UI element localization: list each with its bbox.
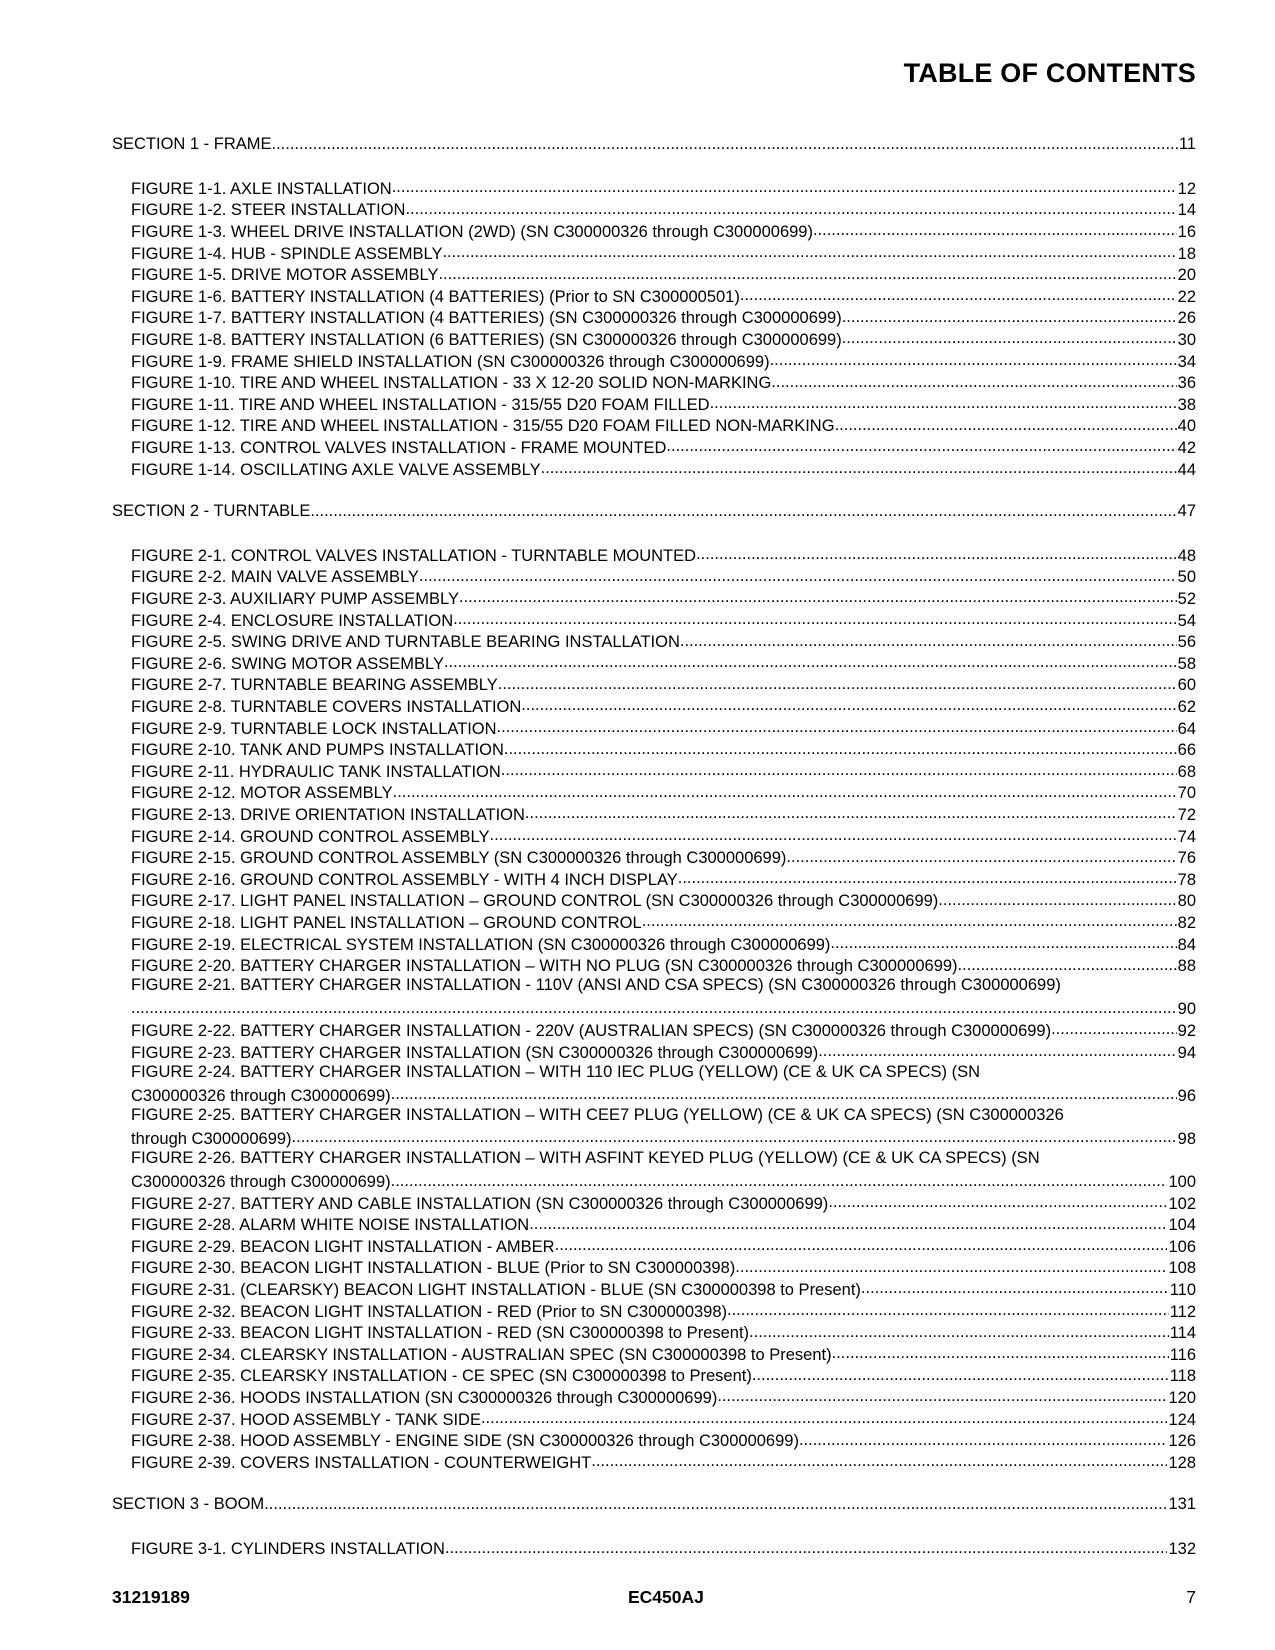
figure-title: FIGURE 2-38. HOOD ASSEMBLY - ENGINE SIDE (SN C300000326 through C300000699) [131,1432,799,1451]
page-title: TABLE OF CONTENTS [903,58,1196,88]
figure-page-number: 132 [1168,1540,1196,1559]
figure-page-number: 98 [1177,1129,1196,1148]
toc-figure-entry[interactable] [112,436,1196,458]
figure-page-number: 14 [1177,201,1196,220]
toc-figure-entry[interactable] [112,307,1196,329]
toc-section-entry[interactable] [112,134,1196,156]
figure-title: FIGURE 2-37. HOOD ASSEMBLY - TANK SIDE [131,1410,481,1429]
figure-title: FIGURE 1-3. WHEEL DRIVE INSTALLATION (2WD) (SN C300000326 through C300000699) [131,222,813,241]
dot-leader [835,415,1177,437]
dot-leader [498,674,1177,696]
dot-leader [735,1257,1167,1279]
toc-figure-entry[interactable] [112,1063,1196,1106]
figure-title: FIGURE 2-35. CLEARSKY INSTALLATION - CE SPEC (SN C300000398 to Present) [131,1367,752,1386]
dot-leader [818,1041,1176,1063]
figure-title: FIGURE 1-1. AXLE INSTALLATION [131,179,392,198]
dot-leader [264,1494,1167,1516]
dot-leader [490,825,1177,847]
toc-figure-entry[interactable] [112,933,1196,955]
figure-title-line: FIGURE 2-24. BATTERY CHARGER INSTALLATION – WITH 110 IEC PLUG (YELLOW) (CE & UK CA SPECS) (SN [131,1062,981,1081]
figure-title: FIGURE 2-2. MAIN VALVE ASSEMBLY [131,568,419,587]
toc-figure-entry[interactable] [112,1278,1196,1300]
dot-leader [727,1300,1169,1322]
dot-leader [541,458,1177,480]
figure-title: FIGURE 2-12. MOTOR ASSEMBLY [131,784,393,803]
toc-figure-entry[interactable] [112,372,1196,394]
figure-title: FIGURE 3-1. CYLINDERS INSTALLATION [131,1540,445,1559]
toc-figure-entry[interactable] [112,242,1196,264]
toc-figure-entry[interactable] [112,1538,1196,1560]
toc-figure-entry[interactable] [112,955,1196,977]
toc-figure-entry[interactable] [112,847,1196,869]
dot-leader [525,803,1177,825]
toc-figure-entry[interactable] [112,458,1196,480]
dot-leader [529,1214,1167,1236]
toc-figure-entry[interactable] [112,695,1196,717]
figure-page-number: 60 [1177,676,1196,695]
figure-page-number: 62 [1177,698,1196,717]
figure-page-number: 94 [1177,1043,1196,1062]
figure-title: FIGURE 2-39. COVERS INSTALLATION - COUNTERWEIGHT [131,1453,592,1472]
toc-figure-entry[interactable] [112,1214,1196,1236]
toc-figure-entry[interactable] [112,803,1196,825]
dot-leader [828,1192,1167,1214]
dot-leader [666,436,1176,458]
dot-leader [438,264,1176,286]
figure-title: FIGURE 1-6. BATTERY INSTALLATION (4 BATTERIES) (Prior to SN C300000501) [131,287,740,306]
figure-page-number: 76 [1177,849,1196,868]
toc-figure-entry[interactable] [112,1322,1196,1344]
figure-title: FIGURE 1-10. TIRE AND WHEEL INSTALLATION - 33 X 12-20 SOLID NON-MARKING [131,374,772,393]
toc-figure-entry[interactable] [112,350,1196,372]
toc-figure-entry[interactable] [112,1192,1196,1214]
figure-page-number: 78 [1177,870,1196,889]
toc-figure-entry[interactable] [112,1408,1196,1430]
dot-leader [680,631,1177,653]
figure-title: FIGURE 1-12. TIRE AND WHEEL INSTALLATION - 315/55 D20 FOAM FILLED NON-MARKING [131,417,835,436]
figure-page-number: 26 [1177,309,1196,328]
figure-title: FIGURE 1-9. FRAME SHIELD INSTALLATION (SN C300000326 through C300000699) [131,352,770,371]
figure-page-number: 84 [1177,935,1196,954]
figure-page-number: 74 [1177,827,1196,846]
figure-page-number: 58 [1177,654,1196,673]
figure-title-continuation [131,1127,1196,1149]
figure-title: FIGURE 1-7. BATTERY INSTALLATION (4 BATTERIES) (SN C300000326 through C300000699) [131,309,842,328]
figure-title: FIGURE 1-5. DRIVE MOTOR ASSEMBLY [131,266,439,285]
figure-page-number: 68 [1177,762,1196,781]
toc-figure-entry[interactable] [112,652,1196,674]
toc-figure-entry[interactable] [112,1257,1196,1279]
toc-figure-entry[interactable] [112,1106,1196,1149]
toc-figure-entry[interactable] [112,1430,1196,1452]
page-number: 7 [1186,1587,1196,1607]
toc-section-entry[interactable] [112,1494,1196,1516]
figure-page-number: 16 [1177,222,1196,241]
dot-leader [752,1365,1169,1387]
figure-title: FIGURE 2-8. TURNTABLE COVERS INSTALLATION [131,698,522,717]
toc-figure-entry[interactable] [112,739,1196,761]
figure-title: FIGURE 2-29. BEACON LIGHT INSTALLATION - AMBER [131,1237,555,1256]
figure-title: FIGURE 2-16. GROUND CONTROL ASSEMBLY - WITH 4 INCH DISPLAY [131,870,678,889]
figure-page-number: 118 [1169,1367,1196,1386]
figure-page-number: 20 [1177,266,1196,285]
toc-figure-entry[interactable] [112,328,1196,350]
figure-title: FIGURE 1-8. BATTERY INSTALLATION (6 BATTERIES) (SN C300000326 through C300000699) [131,330,842,349]
dot-leader [832,1343,1169,1365]
figure-page-number: 90 [1177,1000,1196,1019]
figure-page-number: 116 [1169,1345,1196,1364]
figure-page-number: 22 [1177,287,1196,306]
figure-page-number: 110 [1169,1281,1196,1300]
figure-page-number: 54 [1177,611,1196,630]
toc-figure-entry[interactable] [112,1386,1196,1408]
dot-leader [310,501,1176,523]
toc-figure-entry[interactable] [112,1451,1196,1473]
toc-figure-entry[interactable] [112,674,1196,696]
dot-leader [292,1127,1177,1149]
figure-title: FIGURE 2-15. GROUND CONTROL ASSEMBLY (SN C300000326 through C300000699) [131,849,787,868]
dot-leader [958,955,1177,977]
toc-figure-entry[interactable] [112,1343,1196,1365]
section-page-number: 131 [1168,1495,1196,1514]
figure-title-continuation [131,1171,1196,1193]
dot-leader [272,134,1178,156]
figure-page-number: 106 [1168,1237,1196,1256]
dot-leader [521,695,1176,717]
toc-figure-entry[interactable] [112,285,1196,307]
figure-title: FIGURE 2-13. DRIVE ORIENTATION INSTALLATION [131,806,525,824]
toc-figure-entry[interactable] [112,1019,1196,1041]
document-number: 31219189 [112,1587,190,1607]
figure-page-number: 82 [1177,913,1196,932]
toc-figure-entry[interactable] [112,1300,1196,1322]
dot-leader [861,1278,1169,1300]
figure-page-number: 114 [1169,1324,1196,1343]
dot-leader [419,566,1177,588]
dot-leader [504,739,1177,761]
toc-figure-entry[interactable] [112,566,1196,588]
dot-leader [459,587,1177,609]
section-page-number: 47 [1177,502,1196,521]
dot-leader [710,393,1177,415]
dot-leader [799,1430,1168,1452]
dot-leader [391,1084,1177,1106]
toc-figure-entry[interactable] [112,868,1196,890]
toc-figure-entry[interactable] [112,393,1196,415]
dot-leader [481,1408,1168,1430]
figure-title: FIGURE 2-34. CLEARSKY INSTALLATION - AUSTRALIAN SPEC (SN C300000398 to Present) [131,1345,832,1364]
dot-leader [771,372,1176,394]
toc-figure-entry[interactable] [112,782,1196,804]
figure-title: FIGURE 2-1. CONTROL VALVES INSTALLATION - TURNTABLE MOUNTED [131,546,697,565]
figure-page-number: 100 [1168,1173,1196,1192]
figure-title: FIGURE 2-20. BATTERY CHARGER INSTALLATION – WITH NO PLUG (SN C300000326 through C300000699) [131,957,958,976]
toc-figure-entry[interactable] [112,825,1196,847]
dot-leader [555,1235,1168,1257]
figure-title-line: FIGURE 2-25. BATTERY CHARGER INSTALLATION – WITH CEE7 PLUG (YELLOW) (CE & UK CA SPECS) (SN C300000326 [131,1105,1064,1124]
figure-title: FIGURE 1-2. STEER INSTALLATION [131,201,406,220]
toc-figure-entry[interactable] [112,1149,1196,1192]
figure-page-number: 92 [1177,1021,1196,1040]
figure-page-number: 96 [1177,1086,1196,1105]
figure-title: FIGURE 2-5. SWING DRIVE AND TURNTABLE BEARING INSTALLATION [131,633,680,652]
figure-title: FIGURE 2-17. LIGHT PANEL INSTALLATION – GROUND CONTROL (SN C300000326 through C300000699) [131,892,939,911]
toc-figure-entry[interactable] [112,264,1196,286]
toc-figure-entry[interactable] [112,1365,1196,1387]
figure-title: FIGURE 2-3. AUXILIARY PUMP ASSEMBLY [131,590,459,609]
dot-leader [591,1451,1167,1473]
dot-leader [131,998,1177,1020]
dot-leader [501,760,1177,782]
toc-figure-entry[interactable] [112,415,1196,437]
figure-title: FIGURE 2-33. BEACON LIGHT INSTALLATION - RED (SN C300000398 to Present) [131,1324,750,1343]
figure-page-number: 128 [1168,1453,1196,1472]
toc-figure-entry[interactable] [112,609,1196,631]
figure-page-number: 108 [1168,1259,1196,1278]
figure-page-number: 124 [1168,1410,1196,1429]
section-title: SECTION 3 - BOOM [112,1495,265,1514]
figure-page-number: 44 [1177,460,1196,479]
section-title: SECTION 1 - FRAME [112,135,272,153]
figure-title-line: FIGURE 2-21. BATTERY CHARGER INSTALLATION - 110V (ANSI AND CSA SPECS) (SN C300000326 through C300000699) [131,976,1061,995]
dot-leader [813,220,1177,242]
toc-figure-entry[interactable] [112,1235,1196,1257]
dot-leader [392,177,1177,199]
figure-title: FIGURE 2-22. BATTERY CHARGER INSTALLATION - 220V (AUSTRALIAN SPECS) (SN C300000326 through C300000699) [131,1021,1052,1040]
figure-title: FIGURE 1-11. TIRE AND WHEEL INSTALLATION - 315/55 D20 FOAM FILLED [131,395,710,414]
dot-leader [696,544,1177,566]
dot-leader [642,911,1177,933]
dot-leader [678,868,1177,890]
dot-leader [444,652,1177,674]
figure-page-number: 50 [1177,568,1196,587]
toc-figure-entry[interactable] [112,976,1196,1019]
section-title: SECTION 2 - TURNTABLE [112,502,311,521]
figure-title-continuation [131,1084,1196,1106]
dot-leader [497,717,1177,739]
dot-leader [830,933,1176,955]
dot-leader [393,782,1177,804]
figure-title-rest: through C300000699) [131,1129,292,1148]
figure-title-rest: C300000326 through C300000699) [131,1173,391,1192]
section-page-number: 11 [1178,135,1196,153]
toc-figure-entry[interactable] [112,760,1196,782]
figure-title: FIGURE 1-4. HUB - SPINDLE ASSEMBLY [131,244,443,263]
toc-figure-entry[interactable] [112,220,1196,242]
model-name: EC450AJ [628,1587,704,1607]
figure-page-number: 52 [1177,590,1196,609]
dot-leader [749,1322,1169,1344]
figure-title: FIGURE 2-30. BEACON LIGHT INSTALLATION - BLUE (Prior to SN C300000398) [131,1259,736,1278]
dot-leader [717,1386,1167,1408]
figure-page-number: 126 [1168,1432,1196,1451]
figure-page-number: 40 [1177,417,1196,436]
toc-figure-entry[interactable] [112,199,1196,221]
dot-leader [453,609,1177,631]
dot-leader [442,242,1176,264]
toc-figure-entry[interactable] [112,587,1196,609]
figure-title: FIGURE 1-14. OSCILLATING AXLE VALVE ASSEMBLY [131,460,541,479]
dot-leader [740,285,1177,307]
figure-page-number: 66 [1177,741,1196,760]
dot-leader [842,307,1177,329]
dot-leader [391,1171,1168,1193]
figure-title-continuation [131,998,1196,1020]
figure-list [112,177,1196,479]
figure-page-number: 34 [1177,352,1196,371]
figure-title: FIGURE 2-11. HYDRAULIC TANK INSTALLATION [131,762,501,781]
toc-section-entry[interactable] [112,501,1196,523]
dot-leader [842,328,1177,350]
figure-page-number: 36 [1177,374,1196,393]
table-of-contents [112,134,1196,1559]
figure-title: FIGURE 2-18. LIGHT PANEL INSTALLATION – GROUND CONTROL [131,913,642,932]
figure-title: FIGURE 2-7. TURNTABLE BEARING ASSEMBLY [131,676,498,695]
figure-page-number: 104 [1168,1216,1196,1235]
figure-page-number: 120 [1168,1389,1196,1408]
figure-title: FIGURE 2-36. HOODS INSTALLATION (SN C300000326 through C300000699) [131,1389,718,1408]
figure-title: FIGURE 2-19. ELECTRICAL SYSTEM INSTALLATION (SN C300000326 through C300000699) [131,935,831,954]
figure-page-number: 18 [1177,244,1196,263]
figure-page-number: 70 [1177,784,1196,803]
figure-page-number: 30 [1177,330,1196,349]
dot-leader [786,847,1176,869]
figure-title-rest: C300000326 through C300000699) [131,1086,391,1105]
figure-page-number: 102 [1168,1194,1196,1213]
dot-leader [1051,1019,1177,1041]
figure-title: FIGURE 2-27. BATTERY AND CABLE INSTALLATION (SN C300000326 through C300000699) [131,1194,829,1213]
figure-title: FIGURE 1-13. CONTROL VALVES INSTALLATION - FRAME MOUNTED [131,438,667,457]
figure-title: FIGURE 2-23. BATTERY CHARGER INSTALLATION (SN C300000326 through C300000699) [131,1043,819,1062]
figure-title: FIGURE 2-28. ALARM WHITE NOISE INSTALLATION [131,1216,530,1235]
dot-leader [938,890,1176,912]
figure-title: FIGURE 2-6. SWING MOTOR ASSEMBLY [131,654,444,673]
figure-title: FIGURE 2-10. TANK AND PUMPS INSTALLATION [131,741,504,760]
figure-page-number: 56 [1177,633,1196,652]
figure-title: FIGURE 2-4. ENCLOSURE INSTALLATION [131,611,454,630]
toc-figure-entry[interactable] [112,890,1196,912]
figure-title-line: FIGURE 2-26. BATTERY CHARGER INSTALLATION – WITH ASFINT KEYED PLUG (YELLOW) (CE & UK CA SPECS) (SN [131,1148,1040,1167]
figure-page-number: 112 [1169,1302,1196,1321]
dot-leader [445,1538,1168,1560]
toc-figure-entry[interactable] [112,631,1196,653]
toc-figure-entry[interactable] [112,1041,1196,1063]
dot-leader [770,350,1177,372]
figure-page-number: 64 [1177,719,1196,738]
figure-title: FIGURE 2-32. BEACON LIGHT INSTALLATION - RED (Prior to SN C300000398) [131,1302,728,1321]
figure-page-number: 88 [1177,957,1196,976]
dot-leader [405,199,1176,221]
toc-figure-entry[interactable] [112,177,1196,199]
figure-title: FIGURE 2-9. TURNTABLE LOCK INSTALLATION [131,719,497,738]
figure-page-number: 38 [1177,395,1196,414]
toc-figure-entry[interactable] [112,717,1196,739]
toc-figure-entry[interactable] [112,911,1196,933]
figure-title: FIGURE 2-31. (CLEARSKY) BEACON LIGHT INSTALLATION - BLUE (SN C300000398 to Present) [131,1281,861,1300]
figure-title: FIGURE 2-14. GROUND CONTROL ASSEMBLY [131,827,490,846]
toc-figure-entry[interactable] [112,544,1196,566]
figure-page-number: 42 [1177,438,1196,457]
figure-list [112,544,1196,1473]
figure-list [112,1538,1196,1560]
figure-page-number: 12 [1177,179,1196,198]
figure-page-number: 80 [1177,892,1196,911]
figure-page-number: 72 [1177,806,1196,824]
figure-page-number: 48 [1177,546,1196,565]
